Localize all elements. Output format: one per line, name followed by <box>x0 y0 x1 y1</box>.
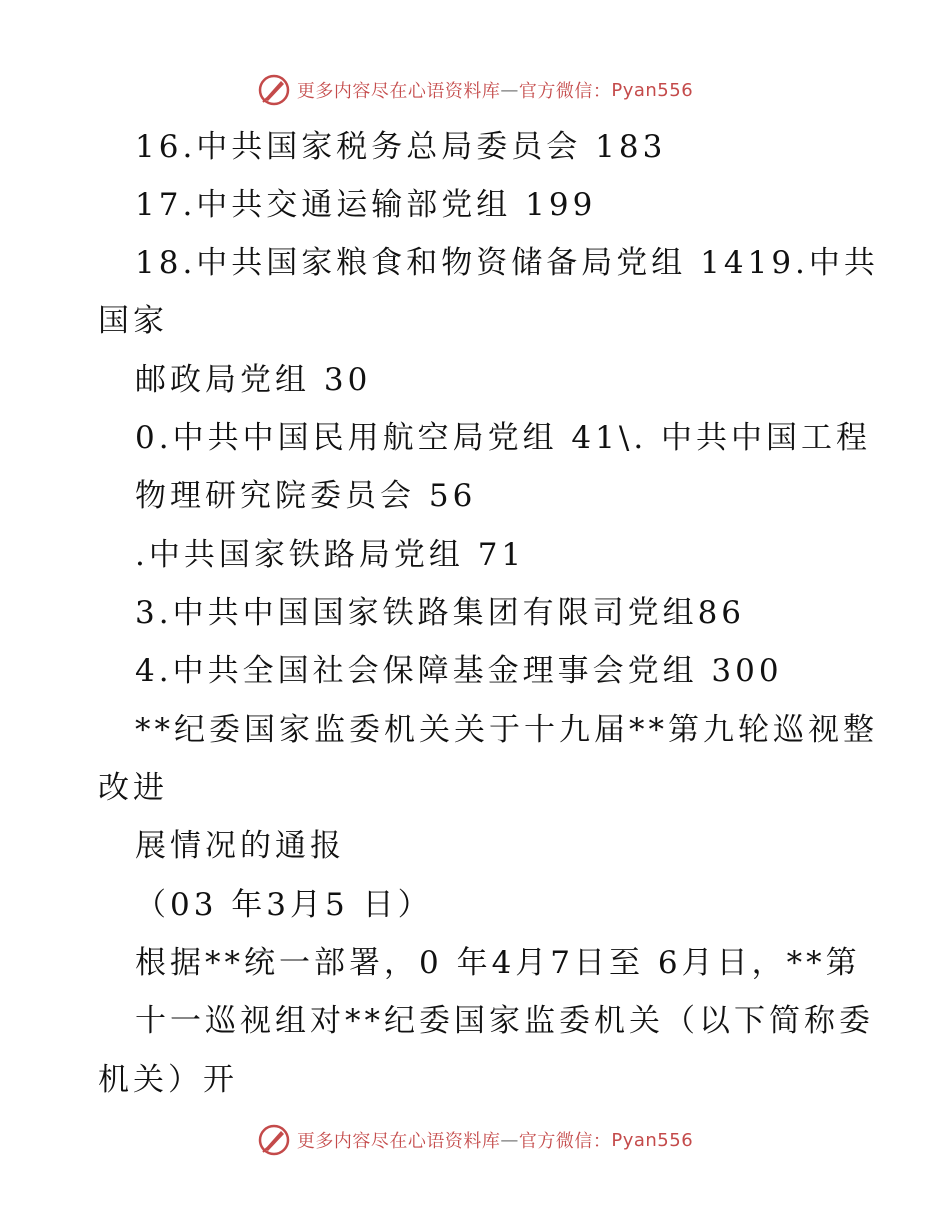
watermark-text: 更多内容尽在心语资料库 <box>296 1131 501 1152</box>
toc-line-23: 3.中共中国国家铁路集团有限司党组86 <box>135 595 746 631</box>
report-title-line-1: **纪委国家监委机关关于十九届**第九轮巡视整 <box>135 712 878 748</box>
toc-line-18-cont: 国家 <box>98 303 168 339</box>
watermark-id: Pyan556 <box>611 1129 694 1151</box>
watermark-separator: — <box>500 1129 519 1151</box>
toc-line-24: 4.中共全国社会保障基金理事会党组 300 <box>135 653 783 689</box>
watermark-text: 更多内容尽在心语资料库 <box>296 81 501 102</box>
toc-line-16: 16.中共国家税务总局委员会 183 <box>135 129 667 165</box>
paragraph-line-2: 十一巡视组对**纪委国家监委机关（以下简称委 <box>135 1003 874 1039</box>
quill-pen-logo-icon <box>257 73 291 107</box>
watermark-id: Pyan556 <box>611 79 694 101</box>
toc-line-22: .中共国家铁路局党组 71 <box>135 537 526 573</box>
paragraph-line-1: 根据**统一部署，0 年4月7日至 6月日，**第 <box>135 945 861 981</box>
watermark-footer <box>0 1120 950 1160</box>
paragraph-line-3: 机关）开 <box>98 1062 238 1098</box>
quill-pen-logo-icon <box>257 1123 291 1157</box>
watermark-suffix: 官方微信： <box>518 81 612 102</box>
watermark-separator: — <box>500 79 519 101</box>
report-date: （03 年3月5 日） <box>135 887 433 923</box>
toc-line-20: 0.中共中国民用航空局党组 41\. 中共中国工程 <box>135 420 872 456</box>
toc-line-18: 18.中共国家粮食和物资储备局党组 1419.中共 <box>135 245 879 281</box>
report-title-line-3: 展情况的通报 <box>135 828 345 864</box>
toc-line-21: 物理研究院委员会 56 <box>135 478 477 514</box>
watermark-suffix: 官方微信： <box>518 1131 612 1152</box>
toc-line-19: 邮政局党组 30 <box>135 362 372 398</box>
toc-line-17: 17.中共交通运输部党组 199 <box>135 187 597 223</box>
report-title-line-2: 改进 <box>98 770 168 806</box>
watermark-header <box>0 70 950 110</box>
